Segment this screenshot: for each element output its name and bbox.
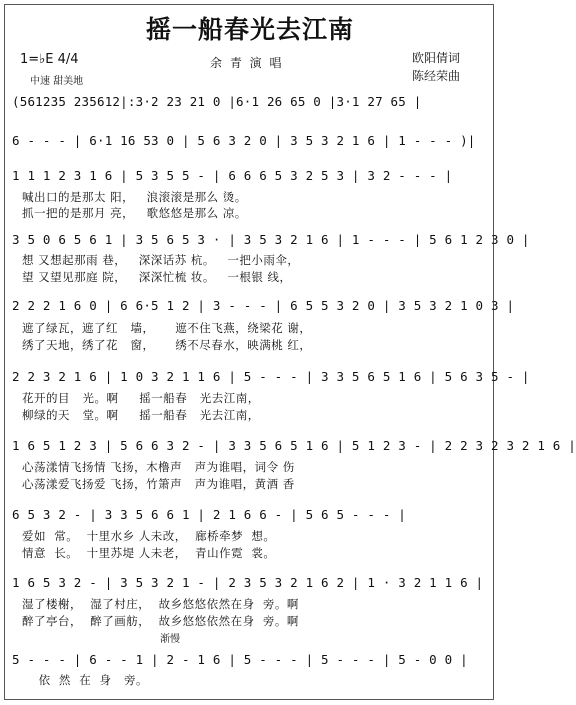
lyric-line-9b: 醉了亭台， 醉了画舫， 故乡悠悠依然在身 旁。啊	[22, 614, 299, 628]
lyric-line-7a: 心荡漾情飞扬情 飞扬，木橹声 声为谁唱，词令 伤	[22, 460, 295, 474]
singer-credit: 余 青 演 唱	[210, 56, 284, 70]
notation-line-1: (561235 235612|:3·2 23 21 0 |6·1 26 65 0 |3·1 27 65 |	[12, 94, 422, 109]
lyric-line-8a: 爱如 常。 十里水乡 人未改， 廊桥牵梦 想。	[22, 529, 276, 543]
lyric-line-6a: 花开的目 光。啊 摇一船春 光去江南，	[22, 391, 260, 405]
composer-credit: 陈经荣曲	[412, 69, 461, 83]
lyric-line-10: 依 然 在 身 旁。	[22, 673, 149, 687]
notation-line-9: 1 6 5 3 2 - | 3 5 3 2 1 - | 2 3 5 3 2 1 6 2 | 1 · 3 2 1 1 6 |	[12, 575, 484, 590]
notation-line-4: 3 5 0 6 5 6 1 | 3 5 6 5 3 · | 3 5 3 2 1 6 | 1 - - - | 5 6 1 2 3 0 |	[12, 232, 530, 247]
lyric-line-3a: 喊出口的是那太 阳， 浪滚滚是那么 烫。	[22, 190, 247, 204]
notation-line-10: 5 - - - | 6 - - 1 | 2 - 1 6 | 5 - - - | 5 - - - | 5 - 0 0 |	[12, 652, 468, 667]
notation-line-3: 1 1 1 2 3 1 6 | 5 3 5 5 - | 6 6 6 5 3 2 5 3 | 3 2 - - - |	[12, 168, 453, 183]
lyricist-credit: 欧阳倩词	[412, 51, 461, 65]
lyric-line-8b: 情意 长。 十里苏堤 人未老， 青山作霓 裳。	[22, 546, 276, 560]
lyric-line-6b: 柳绿的天 堂。啊 摇一船春 光去江南，	[22, 408, 260, 422]
notation-line-5: 2 2 2 1 6 0 | 6 6·5 1 2 | 3 - - - | 6 5 5 3 2 0 | 3 5 3 2 1 0 3 |	[12, 298, 515, 313]
ritardando-mark: 渐慢	[160, 634, 180, 645]
lyric-line-7b: 心荡漾爱飞扬爱 飞扬，竹箫声 声为谁唱，黄酒 香	[22, 477, 295, 491]
notation-line-7: 1 6 5 1 2 3 | 5 6 6 3 2 - | 3 3 5 6 5 1 6 | 5 1 2 3 - | 2 2 3 2 3 2 1 6 |	[12, 438, 576, 453]
lyric-line-5b: 绣了天地，绣了花 窗， 绣不尽春水，映满桃 红，	[22, 338, 312, 352]
lyric-line-4b: 望 又望见那庭 院， 深深忙梳 妆。 一根银 线，	[22, 270, 292, 284]
song-title: 摇一船春光去江南	[145, 15, 354, 44]
tempo-marking: 中速 甜美地	[30, 76, 84, 87]
key-signature: 1=♭E 4/4	[20, 52, 79, 67]
lyric-line-3b: 抓一把的是那月 亮， 歌悠悠是那么 凉。	[22, 206, 247, 220]
lyric-line-9a: 湿了楼榭， 湿了村庄， 故乡悠悠依然在身 旁。啊	[22, 597, 299, 611]
notation-line-8: 6 5 3 2 - | 3 3 5 6 6 1 | 2 1 6 6 - | 5 6 5 - - - |	[12, 507, 407, 522]
lyric-line-4a: 想 又想起那雨 巷， 深深话苏 杭。 一把小雨伞，	[22, 253, 300, 267]
notation-line-2: 6 - - - | 6·1 16 53 0 | 5 6 3 2 0 | 3 5 3 2 1 6 | 1 - - - )|	[12, 133, 476, 148]
lyric-line-5a: 遮了绿瓦，遮了红 墙， 遮不住飞燕，绕梁花 谢，	[22, 321, 312, 335]
notation-line-6: 2 2 3 2 1 6 | 1 0 3 2 1 1 6 | 5 - - - | 3 3 5 6 5 1 6 | 5 6 3 5 - |	[12, 369, 530, 384]
